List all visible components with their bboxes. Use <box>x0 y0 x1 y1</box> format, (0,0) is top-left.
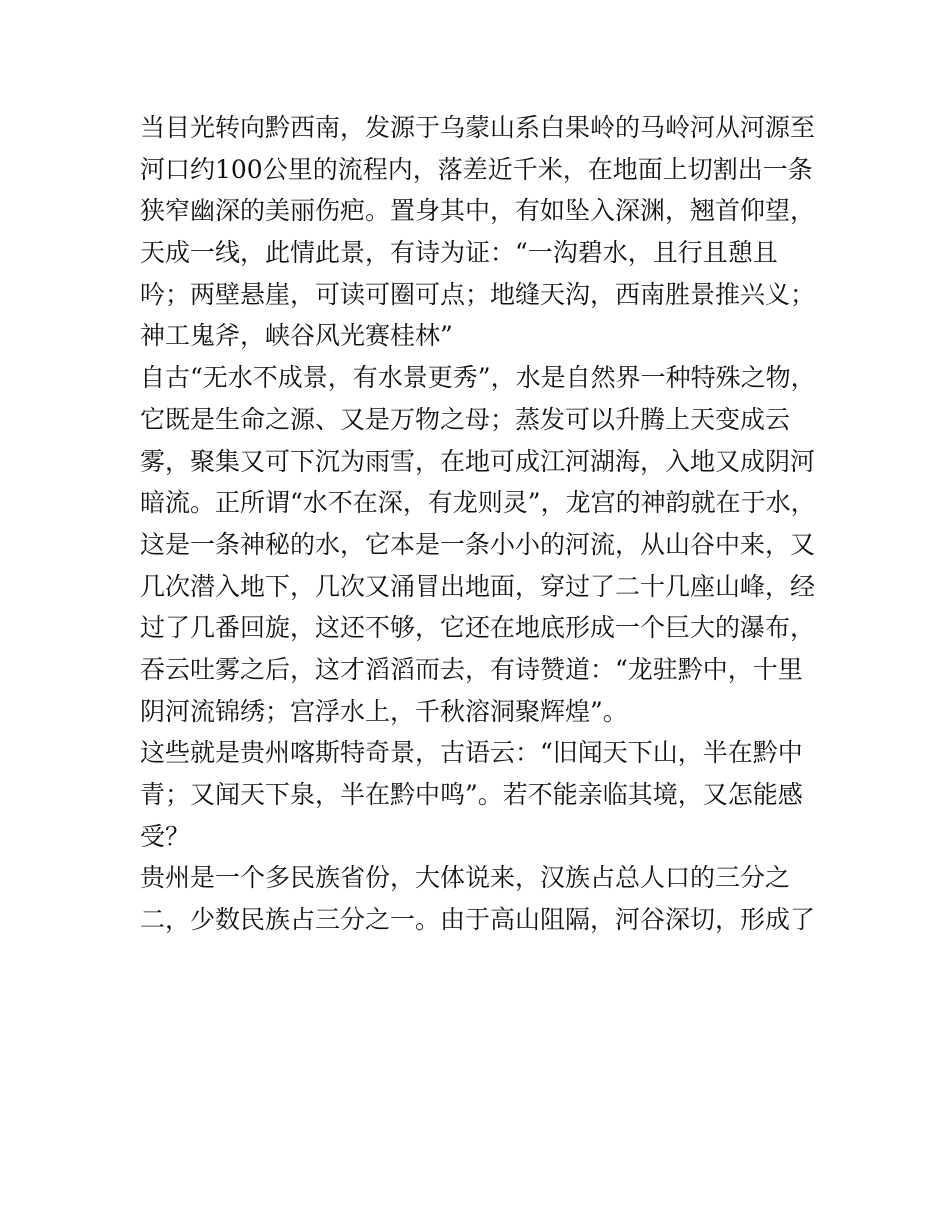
text-line: 自古“无水不成景，有水景更秀”，水是自然界一种特殊之物， <box>140 363 816 393</box>
text-line: 雾，聚集又可下沉为雨雪，在地可成江河湖海，入地又成阴河 <box>140 446 816 476</box>
text-line: 贵州是一个多民族省份，大体说来，汉族占总人口的三分之 <box>140 863 791 893</box>
text-line: 神工鬼斧，峡谷风光赛桂林” <box>140 321 453 351</box>
text-line: 阴河流锦绣；宫浮水上，千秋溶洞聚辉煌”。 <box>140 696 628 726</box>
text-line: 这些就是贵州喀斯特奇景，古语云：“旧闻天下山，半在黔中 <box>140 738 803 768</box>
text-line: 暗流。正所谓“水不在深，有龙则灵”，龙宫的神韵就在于水， <box>140 488 816 518</box>
text-line: 这是一条神秘的水，它本是一条小小的河流，从山谷中来，又 <box>140 529 816 559</box>
text-line: 狭窄幽深的美丽伤疤。置身其中，有如坠入深渊，翘首仰望， <box>140 196 816 226</box>
text-line: 河口约100公里的流程内，落差近千米，在地面上切割出一条 <box>140 154 813 184</box>
text-line: 它既是生命之源、又是万物之母；蒸发可以升腾上天变成云 <box>140 404 791 434</box>
text-line: 吞云吐雾之后，这才滔滔而去，有诗赞道：“龙驻黔中，十里 <box>140 654 803 684</box>
text-line: 二，少数民族占三分之一。由于高山阻隔，河谷深切，形成了 <box>140 905 816 935</box>
text-line: 过了几番回旋，这还不够，它还在地底形成一个巨大的瀑布， <box>140 613 816 643</box>
text-line: 当目光转向黔西南，发源于乌蒙山系白果岭的马岭河从河源至 <box>140 113 816 142</box>
text-line: 青；又闻天下泉，半在黔中鸣”。若不能亲临其境，又怎能感 <box>140 780 803 809</box>
text-line: 天成一线，此情此景，有诗为证：“一沟碧水，且行且憩且 <box>140 238 778 268</box>
body-text <box>140 107 820 941</box>
text-line: 受？ <box>140 821 191 851</box>
text-line: 几次潜入地下，几次又涌冒出地面，穿过了二十几座山峰，经 <box>140 571 816 601</box>
text-line: 吟；两壁悬崖，可读可圈可点；地缝天沟，西南胜景推兴义； <box>140 279 816 309</box>
